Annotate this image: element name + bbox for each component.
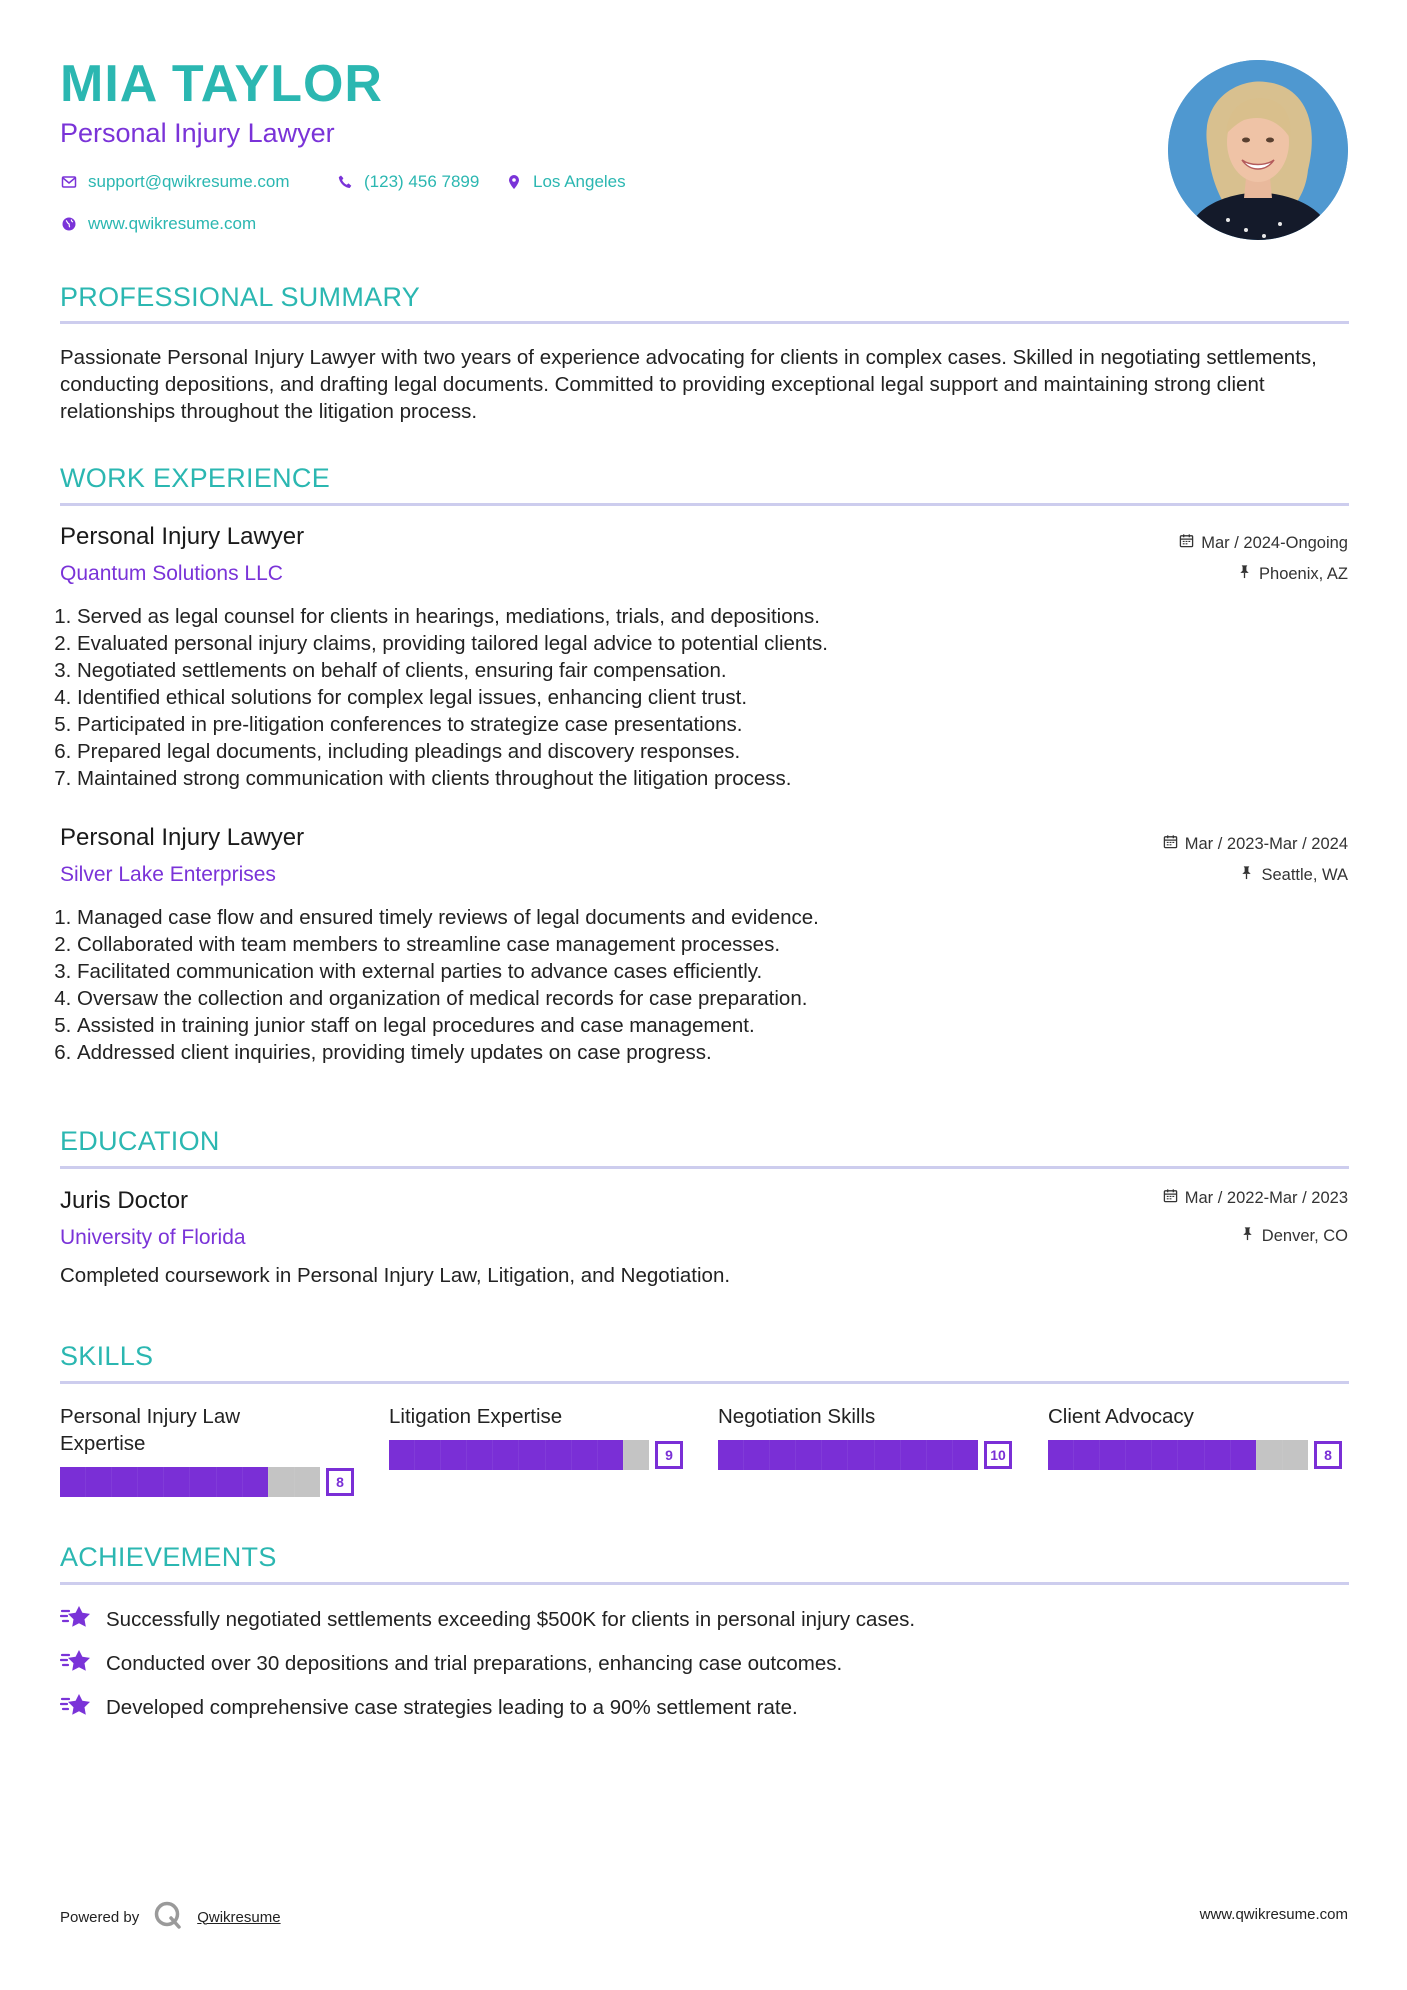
skill-segment (1048, 1440, 1073, 1470)
section-title-summary: PROFESSIONAL SUMMARY (60, 282, 421, 312)
section-divider (60, 321, 1349, 324)
email-text[interactable]: support@qwikresume.com (88, 172, 290, 191)
section-title-skills: SKILLS (60, 1341, 154, 1371)
skill-segment (545, 1440, 571, 1470)
skill-segment (597, 1440, 623, 1470)
skill-segment (926, 1440, 952, 1470)
education-description: Completed coursework in Personal Injury Law, Litigation, and Negotiation. (60, 1264, 731, 1287)
skill-segment (1125, 1440, 1151, 1470)
job-location-text: Seattle, WA (1261, 865, 1348, 884)
qwikresume-logo-icon (153, 1900, 183, 1934)
map-pin-icon (505, 173, 523, 191)
list-item: 3. Facilitated communication with external parties to advance cases efficiently. (54, 960, 763, 983)
section-title-education: EDUCATION (60, 1126, 220, 1156)
skill-level-badge: 8 (326, 1468, 354, 1496)
section-divider (60, 1166, 1349, 1169)
list-item: 1. Managed case flow and ensured timely reviews of legal documents and evidence. (54, 906, 819, 929)
skill-segment (1099, 1440, 1125, 1470)
list-item: 5. Assisted in training junior staff on legal procedures and case management. (54, 1014, 755, 1037)
section-title-achievements: ACHIEVEMENTS (60, 1542, 277, 1572)
skill-segment (466, 1440, 492, 1470)
skill-segment (216, 1467, 242, 1497)
duty-text: Collaborated with team members to streamline case management processes. (77, 933, 781, 956)
skill-segment (60, 1467, 85, 1497)
job-duties-list (52, 904, 1302, 1066)
phone-text[interactable]: (123) 456 7899 (364, 172, 480, 191)
contact-phone[interactable] (336, 172, 479, 192)
envelope-icon (60, 173, 78, 191)
skill-segment (1230, 1440, 1256, 1470)
skill-segment (1256, 1440, 1282, 1470)
job-company: Silver Lake Enterprises (60, 863, 276, 886)
skill-segment (242, 1467, 268, 1497)
duty-text: Served as legal counsel for clients in hearings, mediations, trials, and depositions. (77, 605, 820, 628)
skill-bar (389, 1440, 689, 1470)
candidate-role: Personal Injury Lawyer (60, 118, 335, 148)
skill-segment (623, 1440, 649, 1470)
duty-text: Participated in pre-litigation conferences to strategize case presentations. (77, 713, 743, 736)
calendar-icon (1163, 834, 1178, 854)
pushpin-icon (1237, 564, 1252, 584)
job-title: Personal Injury Lawyer (60, 824, 305, 851)
footer-website[interactable]: www.qwikresume.com (1199, 1906, 1348, 1923)
list-item: 1. Served as legal counsel for clients in hearings, mediations, trials, and depositions. (54, 605, 820, 628)
duty-text: Evaluated personal injury claims, providing tailored legal advice to potential clients. (77, 632, 828, 655)
star-burst-icon (60, 1691, 92, 1725)
duty-text: Addressed client inquiries, providing timely updates on case progress. (77, 1041, 712, 1064)
job-duties-list (52, 603, 1302, 792)
achievement-text: Conducted over 30 depositions and trial preparations, enhancing case outcomes. (106, 1652, 843, 1675)
skill-segment (414, 1440, 440, 1470)
skill-bar (1048, 1440, 1348, 1470)
skill-item (718, 1403, 1018, 1463)
skill-segment (518, 1440, 544, 1470)
skill-segment (571, 1440, 597, 1470)
achievement-item (60, 1603, 915, 1637)
skill-segment (1177, 1440, 1203, 1470)
calendar-icon (1163, 1188, 1178, 1208)
skill-bar (60, 1467, 360, 1497)
education-location (1240, 1226, 1348, 1246)
job-location (1239, 865, 1348, 885)
skill-name: Personal Injury Law Expertise (60, 1405, 241, 1455)
duty-text: Managed case flow and ensured timely reviews of legal documents and evidence. (77, 906, 819, 929)
achievement-item (60, 1647, 842, 1681)
list-item: 3. Negotiated settlements on behalf of clients, ensuring fair compensation. (54, 659, 727, 682)
website-text[interactable]: www.qwikresume.com (88, 214, 257, 233)
job-dates (1163, 834, 1348, 854)
achievement-item (60, 1691, 798, 1725)
job-location-text: Phoenix, AZ (1259, 564, 1348, 583)
calendar-icon (1179, 533, 1194, 553)
skill-segment (718, 1440, 743, 1470)
skill-item (389, 1403, 689, 1463)
duty-text: Negotiated settlements on behalf of clients, ensuring fair compensation. (77, 659, 727, 682)
skill-name: Negotiation Skills (718, 1405, 876, 1428)
duty-text: Assisted in training junior staff on legal procedures and case management. (77, 1014, 755, 1037)
summary-text: Passionate Personal Injury Lawyer with two years of experience advocating for clients in complex cases. Skilled in negotiating settlements, conducting depositions, and drafting legal documents. Committed to providing exceptional legal support and maintaining strong client relationships throughout the litigation process. (60, 346, 1317, 423)
skill-name: Litigation Expertise (389, 1405, 563, 1428)
skill-segment (1282, 1440, 1308, 1470)
section-divider (60, 1381, 1349, 1384)
skill-level-badge: 9 (655, 1441, 683, 1469)
achievement-text: Developed comprehensive case strategies leading to a 90% settlement rate. (106, 1696, 798, 1719)
skill-level-badge: 8 (1314, 1441, 1342, 1469)
contact-website[interactable] (60, 214, 256, 234)
duty-text: Identified ethical solutions for complex legal issues, enhancing client trust. (77, 686, 748, 709)
job-dates (1179, 533, 1348, 553)
skill-segment (952, 1440, 978, 1470)
skill-segment (743, 1440, 769, 1470)
skill-segment (1151, 1440, 1177, 1470)
section-divider (60, 1582, 1349, 1585)
skill-segment (189, 1467, 215, 1497)
skill-segment (163, 1467, 189, 1497)
skill-segment (821, 1440, 847, 1470)
skill-segment (389, 1440, 414, 1470)
skill-segment (85, 1467, 111, 1497)
skill-segment (111, 1467, 137, 1497)
job-dates-text: Mar / 2023-Mar / 2024 (1184, 834, 1348, 853)
job-company: Quantum Solutions LLC (60, 562, 283, 585)
school-name: University of Florida (60, 1226, 246, 1249)
list-item: 7. Maintained strong communication with clients throughout the litigation process. (54, 767, 792, 790)
star-burst-icon (60, 1647, 92, 1681)
duty-text: Facilitated communication with external parties to advance cases efficiently. (77, 960, 763, 983)
pushpin-icon (1240, 1226, 1255, 1246)
list-item: 4. Oversaw the collection and organization of medical records for case preparation. (54, 987, 808, 1010)
skill-level-track (60, 1467, 320, 1497)
candidate-name: MIA TAYLOR (60, 55, 383, 113)
skill-segment (268, 1467, 294, 1497)
contact-email[interactable] (60, 172, 290, 192)
skill-segment (900, 1440, 926, 1470)
star-burst-icon (60, 1603, 92, 1637)
job-dates-text: Mar / 2024-Ongoing (1201, 533, 1348, 552)
duty-text: Oversaw the collection and organization of medical records for case preparation. (77, 987, 808, 1010)
skill-level-track (1048, 1440, 1308, 1470)
skill-segment (769, 1440, 795, 1470)
job-title: Personal Injury Lawyer (60, 523, 305, 550)
education-dates (1163, 1188, 1348, 1208)
skill-segment (440, 1440, 466, 1470)
globe-icon (60, 215, 78, 233)
skill-segment (492, 1440, 518, 1470)
footer-powered-by (60, 1900, 281, 1934)
skill-level-track (389, 1440, 649, 1470)
job-location (1237, 564, 1348, 584)
list-item: 5. Participated in pre-litigation conferences to strategize case presentations. (54, 713, 743, 736)
degree-title: Juris Doctor (60, 1187, 189, 1214)
skill-segment (294, 1467, 320, 1497)
education-dates-text: Mar / 2022-Mar / 2023 (1184, 1188, 1348, 1207)
brand-link[interactable]: Qwikresume (197, 1908, 281, 1926)
section-divider (60, 503, 1349, 506)
skill-segment (874, 1440, 900, 1470)
skill-item (60, 1403, 360, 1490)
list-item: 2. Evaluated personal injury claims, providing tailored legal advice to potential clients. (54, 632, 828, 655)
location-text: Los Angeles (533, 172, 626, 191)
skill-name: Client Advocacy (1048, 1405, 1194, 1428)
duty-text: Maintained strong communication with clients throughout the litigation process. (77, 767, 792, 790)
list-item: 6. Addressed client inquiries, providing timely updates on case progress. (54, 1041, 712, 1064)
skill-bar (718, 1440, 1018, 1470)
list-item: 2. Collaborated with team members to streamline case management processes. (54, 933, 781, 956)
education-location-text: Denver, CO (1261, 1226, 1348, 1245)
section-title-experience: WORK EXPERIENCE (60, 463, 331, 493)
skill-segment (847, 1440, 873, 1470)
contact-location (505, 172, 626, 192)
achievement-text: Successfully negotiated settlements exceeding $500K for clients in personal injury cases. (106, 1608, 916, 1631)
list-item: 6. Prepared legal documents, including pleadings and discovery responses. (54, 740, 741, 763)
pushpin-icon (1239, 865, 1254, 885)
profile-photo (1168, 60, 1348, 240)
skill-level-badge: 10 (984, 1441, 1012, 1469)
skill-segment (795, 1440, 821, 1470)
skill-item (1048, 1403, 1348, 1463)
phone-icon (336, 173, 354, 191)
powered-by-label: Powered by (60, 1908, 140, 1926)
duty-text: Prepared legal documents, including pleadings and discovery responses. (77, 740, 741, 763)
list-item: 4. Identified ethical solutions for complex legal issues, enhancing client trust. (54, 686, 748, 709)
skill-segment (1073, 1440, 1099, 1470)
skill-level-track (718, 1440, 978, 1470)
skill-segment (1204, 1440, 1230, 1470)
skill-segment (137, 1467, 163, 1497)
